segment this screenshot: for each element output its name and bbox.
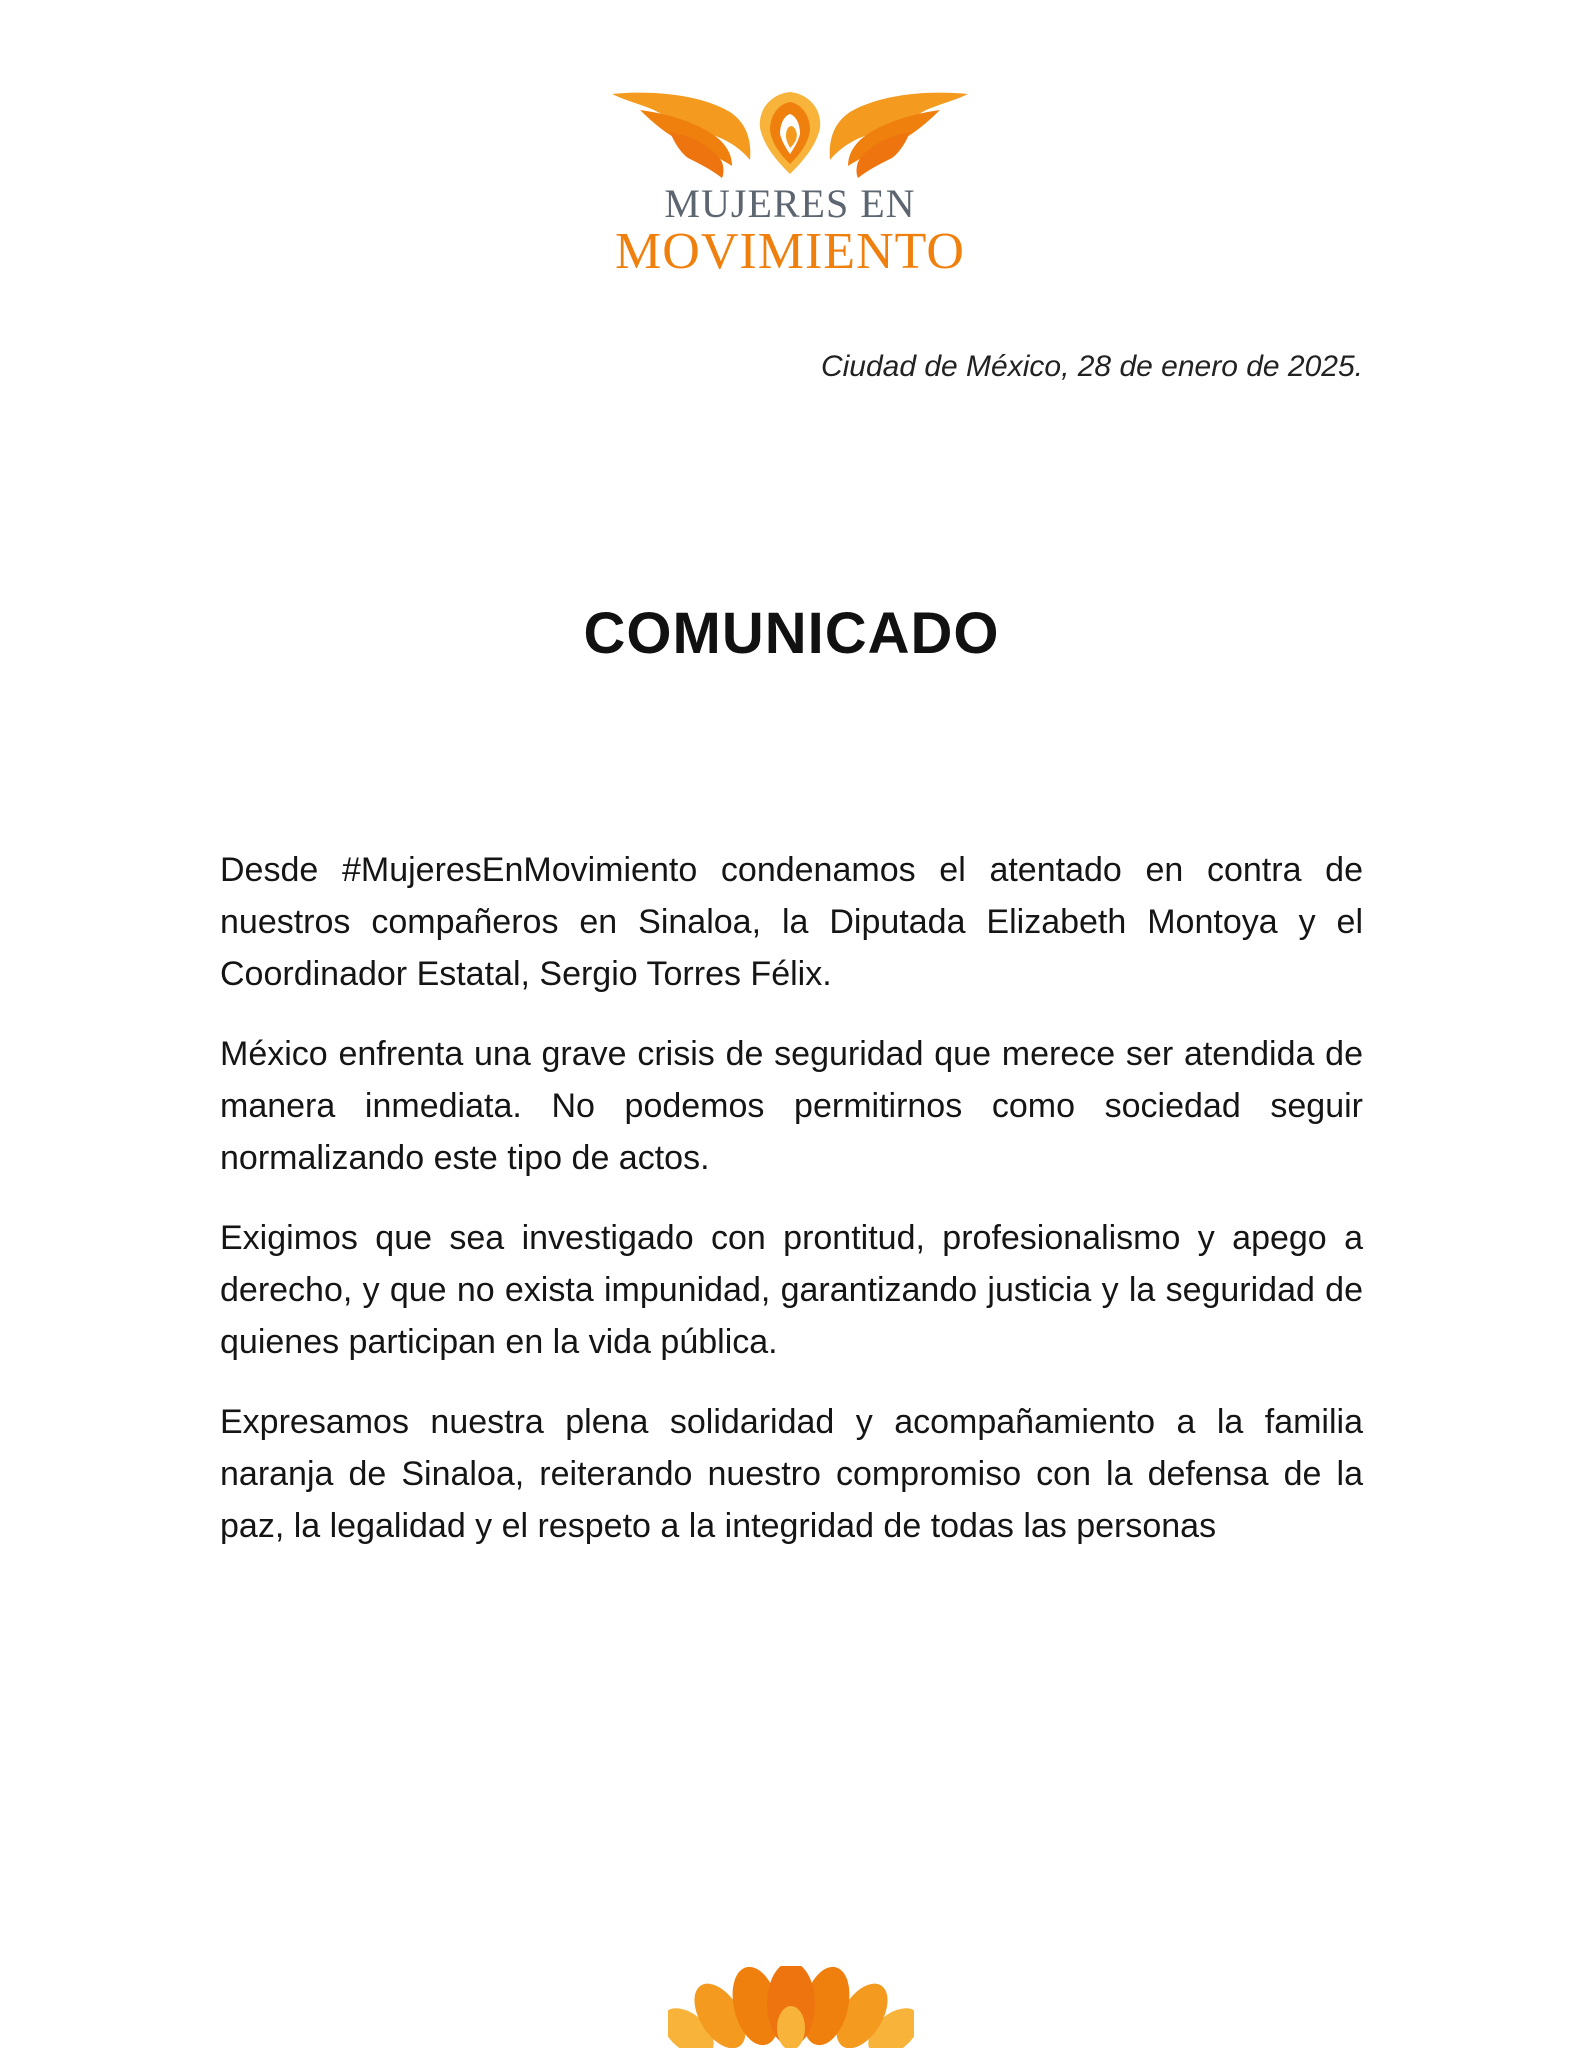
- body-paragraph: México enfrenta una grave crisis de seguridad que merece ser atendida de manera inmediata. No podemos permitirnos como sociedad seguir normalizando este tipo de actos.: [220, 1035, 1363, 1177]
- body-paragraph: Desde #MujeresEnMovimiento condenamos el atentado en contra de nuestros compañeros en Sinaloa, la Diputada Elizabeth Montoya y el Coordinador Estatal, Sergio Torres Félix.: [220, 851, 1363, 993]
- document-body: [220, 844, 1363, 1580]
- footer-decoration: [668, 1966, 914, 2048]
- winged-flame-logo-icon: [610, 88, 970, 183]
- logo-text-mujeres-en: MUJERES EN: [664, 181, 916, 226]
- organization-logo: [610, 88, 970, 288]
- document-title: COMUNICADO: [583, 601, 1000, 666]
- date-location-line: Ciudad de México, 28 de enero de 2025.: [820, 350, 1363, 383]
- flower-petals-decoration-icon: [668, 1966, 914, 2048]
- body-paragraph: Expresamos nuestra plena solidaridad y acompañamiento a la familia naranja de Sinaloa, reiterando nuestro compromiso con la defensa de la paz, la legalidad y el respeto a la integridad de todas las personas: [220, 1403, 1363, 1545]
- body-paragraph: Exigimos que sea investigado con prontitud, profesionalismo y apego a derecho, y que no exista impunidad, garantizando justicia y la seguridad de quienes participan en la vida pública.: [220, 1219, 1363, 1361]
- logo-text-movimiento: MOVIMIENTO: [615, 223, 965, 280]
